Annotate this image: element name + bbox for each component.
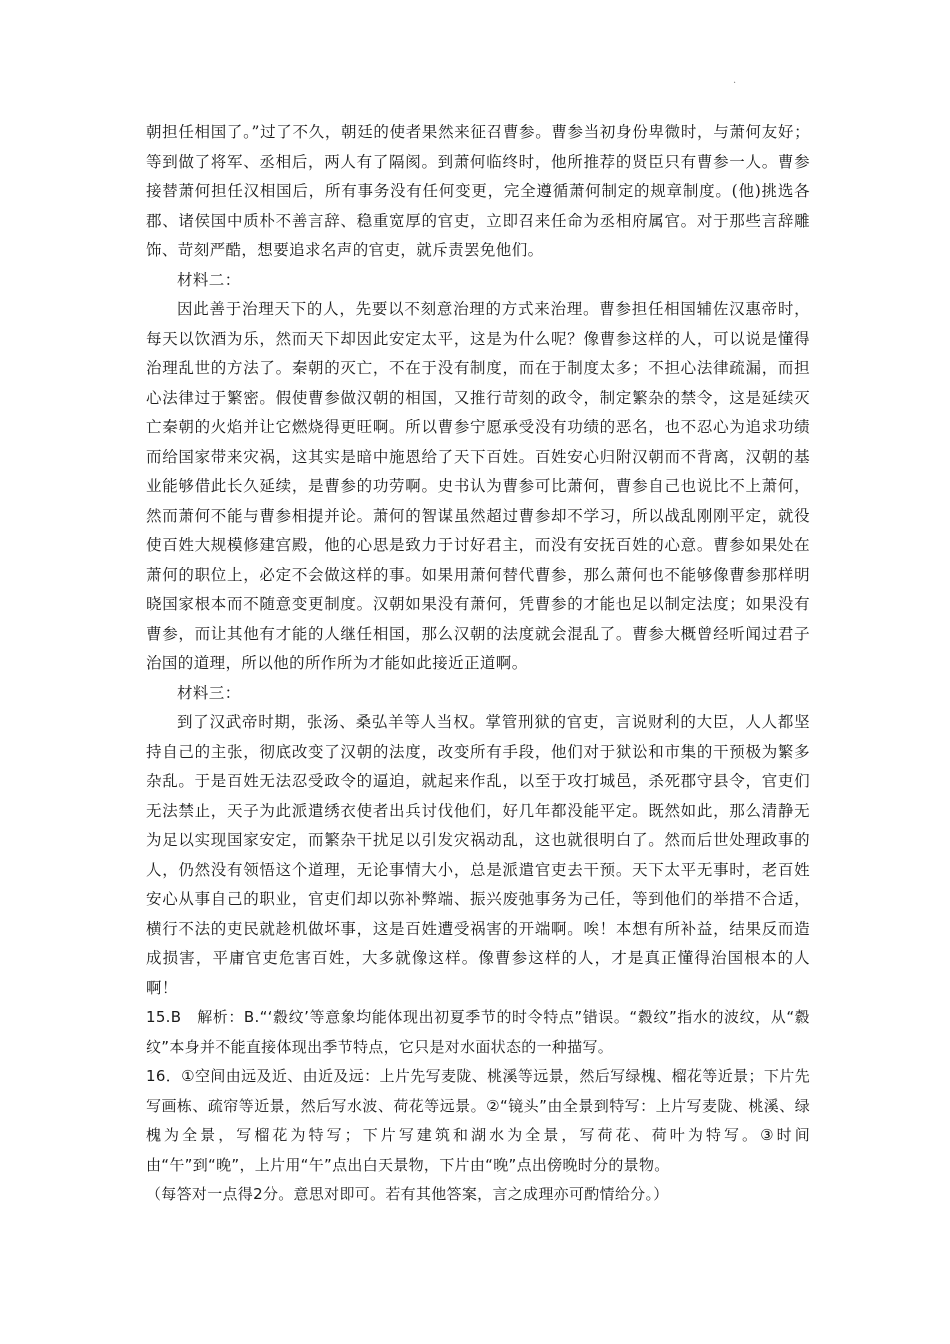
page-content	[146, 118, 810, 1210]
corner-mark: ·	[733, 78, 737, 89]
answers-section	[146, 1003, 810, 1210]
material2-text: 因此善于治理天下的人，先要以不刻意治理的方式来治理。曹参担任相国辅佐汉惠帝时，每天以饮酒为乐，然而天下却因此安定太平，这是为什么呢？像曹参这样的人，可以说是懂得治理乱世的方法了。秦朝的灭亡，不在于没有制度，而在于制度太多；不担心法律疏漏，而担心法律过于繁密。假使曹参做汉朝的相国，又推行苛刻的政令，制定繁杂的禁令，这是延续灭亡秦朝的火焰并让它燃烧得更旺啊。所以曹参宁愿承受没有功绩的恶名，也不忍心为追求功绩而给国家带来灾祸，这其实是暗中施恩给了天下百姓。百姓安心归附汉朝而不背离，汉朝的基业能够借此长久延续，是曹参的功劳啊。史书认为曹参可比萧何，曹参自己也说比不上萧何，然而萧何不能与曹参相提并论。萧何的智谋虽然超过曹参却不学习，所以战乱刚刚平定，就役使百姓大规模修建宫殿，他的心思是致力于讨好君主，而没有安抚百姓的心意。曹参如果处在萧何的职位上，必定不会做这样的事。如果用萧何替代曹参，那么萧何也不能够像曹参那样明晓国家根本而不随意变更制度。汉朝如果没有萧何，凭曹参的才能也足以制定法度；如果没有曹参，而让其他有才能的人继任相国，那么汉朝的法度就会混乱了。曹参大概曾经听闻过君子治国的道理，所以他的所作所为才能如此接近正道啊。	[146, 300, 810, 672]
material3-text: 到了汉武帝时期，张汤、桑弘羊等人当权。掌管刑狱的官吏，言说财利的大臣，人人都坚持自己的主张，彻底改变了汉朝的法度，改变所有手段，他们对于狱讼和市集的干预极为繁多杂乱。于是百姓无法忍受政令的逼迫，就起来作乱，以至于攻打城邑，杀死郡守县令，官吏们无法禁止，天子为此派遣绣衣使者出兵讨伐他们，好几年都没能平定。既然如此，那么清静无为足以实现国家安定，而繁杂干扰足以引发灾祸动乱，这也就很明白了。然而后世处理政事的人，仍然没有领悟这个道理，无论事情大小，总是派遣官吏去干预。天下太平无事时，老百姓安心从事自己的职业，官吏们却以弥补弊端、振兴废弛事务为己任，等到他们的举措不合适，横行不法的吏民就趁机做坏事，这是百姓遭受祸害的开端啊。唉！本想有所补益，结果反而造成损害，平庸官吏危害百姓，大多就像这样。像曹参这样的人，才是真正懂得治国根本的人啊！	[146, 713, 810, 997]
material3-heading: 材料三：	[177, 683, 241, 702]
answer-16: 16．①空间由远及近、由近及远：上片先写麦陇、桃溪等远景，然后写绿槐、榴花等近景；下片先写画栋、疏帘等近景，然后写水波、荷花等远景。②“镜头”由全景到特写：上片写麦陇、桃溪、绿槐为全景，写榴花为特写；下片写建筑和湖水为全景，写荷花、荷叶为特写。③时间由“午”到“晚”，上片用“午”点出白天景物，下片由“晚”点出傍晚时分的景物。	[146, 1067, 810, 1174]
material2-heading: 材料二：	[177, 270, 241, 289]
answer-15: 15.B 解析：B.“‘縠纹’等意象均能体现出初夏季节的时令特点”错误。“縠纹”指水的波纹，从“縠纹”本身并不能直接体现出季节特点，它只是对水面状态的一种描写。	[146, 1008, 810, 1056]
scoring-note: （每答对一点得2分。意思对即可。若有其他答案，言之成理亦可酌情给分。）	[146, 1185, 669, 1203]
material1-continuation: 朝担任相国了。”过了不久，朝廷的使者果然来征召曹参。曹参当初身份卑微时，与萧何友好；等到做了将军、丞相后，两人有了隔阂。到萧何临终时，他所推荐的贤臣只有曹参一人。曹参接替萧何担任汉相国后，所有事务没有任何变更，完全遵循萧何制定的规章制度。(他)挑选各郡、诸侯国中质朴不善言辞、稳重宽厚的官吏，立即召来任命为丞相府属官。对于那些言辞雕饰、苛刻严酷，想要追求名声的官吏，就斥责罢免他们。	[146, 123, 810, 259]
